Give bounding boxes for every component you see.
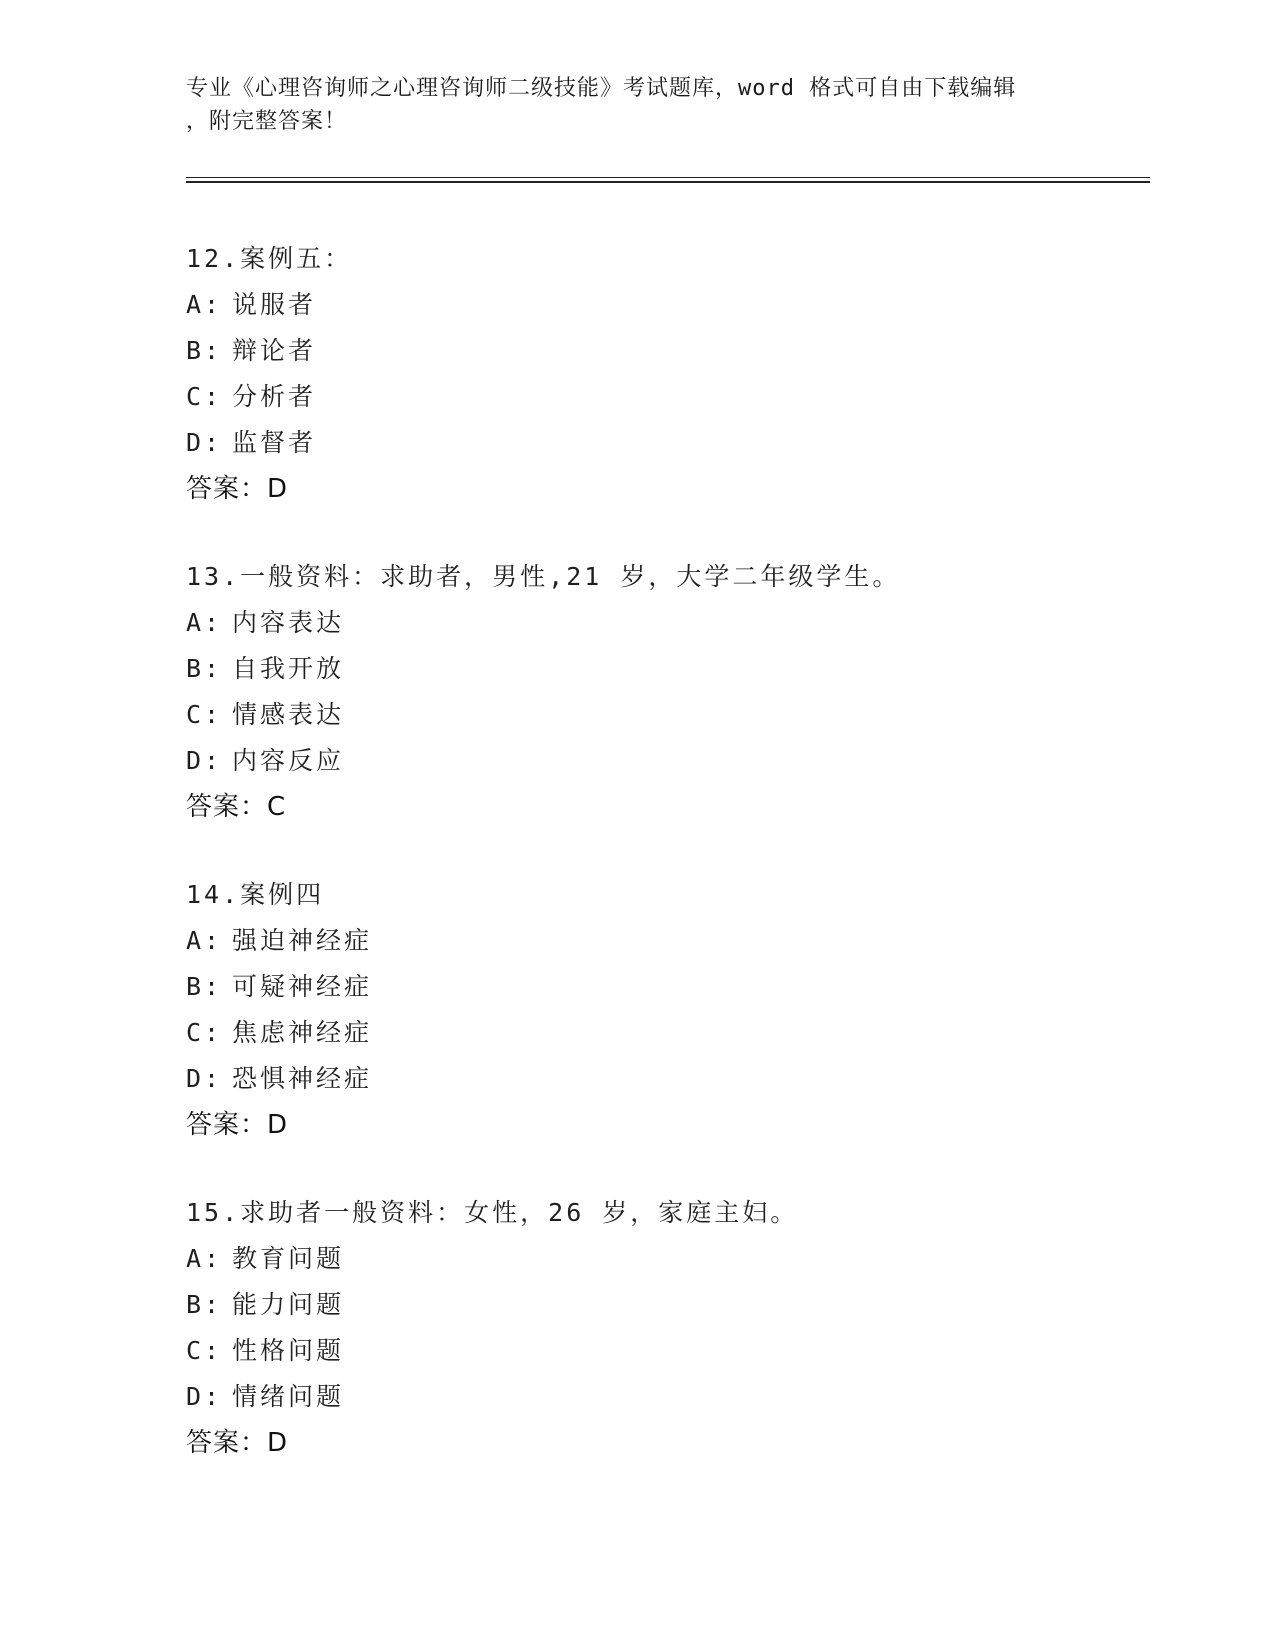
header-line-1: 专业《心理咨询师之心理咨询师二级技能》考试题库，word 格式可自由下载编辑	[186, 76, 1017, 101]
option-a	[186, 282, 1136, 328]
document-header	[186, 72, 1086, 138]
option-d	[186, 1374, 1136, 1420]
option-b	[186, 964, 1136, 1010]
option-c	[186, 374, 1136, 420]
option-key: A:	[186, 926, 223, 955]
option-key: B:	[186, 972, 223, 1001]
option-key: C:	[186, 382, 223, 411]
answer-line: 答案：D	[186, 1428, 289, 1458]
question-stem: 13.一般资料：求助者，男性,21 岁，大学二年级学生。	[186, 562, 901, 591]
option-text: 能力问题	[232, 1290, 345, 1319]
option-text: 可疑神经症	[232, 972, 373, 1001]
option-d	[186, 1056, 1136, 1102]
option-text: 教育问题	[232, 1244, 345, 1273]
option-key: D:	[186, 1064, 223, 1093]
option-text: 恐惧神经症	[232, 1064, 373, 1093]
header-rule-thin	[186, 177, 1150, 178]
option-text: 内容反应	[232, 746, 345, 775]
question-list	[186, 236, 1136, 1508]
option-key: D:	[186, 428, 223, 457]
answer-line: 答案：C	[186, 792, 287, 822]
question-item	[186, 236, 1136, 512]
option-c	[186, 692, 1136, 738]
question-stem: 14.案例四	[186, 880, 325, 909]
option-key: D:	[186, 746, 223, 775]
option-text: 内容表达	[232, 608, 345, 637]
option-a	[186, 918, 1136, 964]
option-text: 情感表达	[232, 700, 345, 729]
header-line-2: ，附完整答案！	[186, 109, 348, 134]
option-text: 情绪问题	[232, 1382, 345, 1411]
question-item	[186, 554, 1136, 830]
option-a	[186, 600, 1136, 646]
answer-line: 答案：D	[186, 474, 289, 504]
option-key: D:	[186, 1382, 223, 1411]
option-key: C:	[186, 1336, 223, 1365]
option-text: 自我开放	[232, 654, 345, 683]
option-d	[186, 420, 1136, 466]
header-rule-thick	[186, 181, 1150, 183]
option-key: B:	[186, 336, 223, 365]
option-b	[186, 328, 1136, 374]
option-text: 焦虑神经症	[232, 1018, 373, 1047]
option-a	[186, 1236, 1136, 1282]
answer-line: 答案：D	[186, 1110, 289, 1140]
option-key: C:	[186, 1018, 223, 1047]
option-text: 辩论者	[232, 336, 317, 365]
option-key: A:	[186, 608, 223, 637]
option-c	[186, 1328, 1136, 1374]
option-key: B:	[186, 1290, 223, 1319]
option-text: 强迫神经症	[232, 926, 373, 955]
option-b	[186, 646, 1136, 692]
option-text: 说服者	[232, 290, 317, 319]
option-c	[186, 1010, 1136, 1056]
question-item	[186, 1190, 1136, 1466]
option-text: 分析者	[232, 382, 317, 411]
option-key: B:	[186, 654, 223, 683]
question-stem: 12.案例五：	[186, 244, 353, 273]
option-b	[186, 1282, 1136, 1328]
option-text: 监督者	[232, 428, 317, 457]
option-text: 性格问题	[232, 1336, 345, 1365]
option-key: C:	[186, 700, 223, 729]
option-key: A:	[186, 290, 223, 319]
question-stem: 15.求助者一般资料：女性，26 岁，家庭主妇。	[186, 1198, 799, 1227]
question-item	[186, 872, 1136, 1148]
option-d	[186, 738, 1136, 784]
option-key: A:	[186, 1244, 223, 1273]
